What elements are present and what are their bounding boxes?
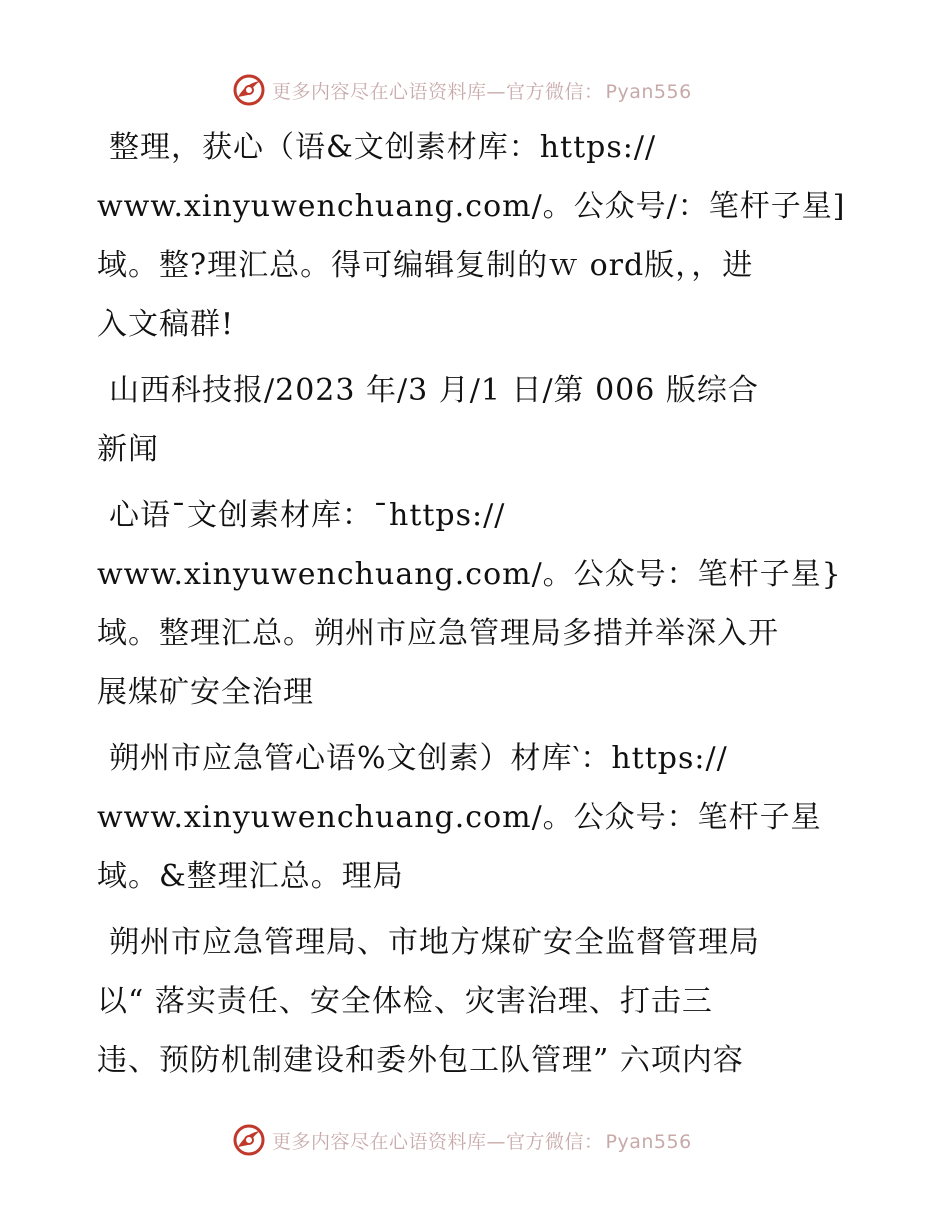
text-line: 违、预防机制建设和委外包工队管理” 六项内容 xyxy=(97,1043,744,1078)
watermark-text: 更多内容尽在心语资料库—官方微信： Pyan556 xyxy=(272,80,692,103)
text-line: 域。整?理汇总。得可编辑复制的ｗ ord版，，进 xyxy=(97,248,754,283)
text-line: 心语¯文创素材库：¯https:// xyxy=(109,498,506,533)
watermark-banner-top xyxy=(232,72,692,108)
watermark-banner-bottom xyxy=(232,1122,692,1158)
text-line: 朔州市应急管心语%文创素）材库‵：https:// xyxy=(109,741,728,776)
watermark-wechat-id: Pyan556 xyxy=(605,1130,692,1153)
paragraph-1 xyxy=(97,118,857,354)
text-line: 朔州市应急管理局、市地方煤矿安全监督管理局 xyxy=(109,925,760,960)
document-body xyxy=(97,118,857,1097)
paragraph-5 xyxy=(97,913,857,1090)
brand-logo-icon xyxy=(232,1123,266,1157)
text-line: 山西科技报/2023 年/3 月/1 日/第 006 版综合 xyxy=(109,373,759,408)
text-line: 以“ 落实责任、安全体检、灾害治理、打击三 xyxy=(97,984,713,1019)
text-line: 新闻 xyxy=(97,432,159,467)
text-line: 域。&整理汇总。理局 xyxy=(97,859,404,894)
text-line: 整理，获心（语&文创素材库：https:// xyxy=(109,130,657,165)
text-line: www.xinyuwenchuang.com/。公众号：笔杆子星 xyxy=(97,800,822,835)
brand-logo-icon xyxy=(232,73,266,107)
paragraph-4 xyxy=(97,729,857,906)
text-line: 展煤矿安全治理 xyxy=(97,675,314,710)
text-line: www.xinyuwenchuang.com/。公众号/：笔杆子星] xyxy=(97,189,846,224)
text-line: 入文稿群! xyxy=(97,307,235,342)
paragraph-3 xyxy=(97,486,857,722)
paragraph-2 xyxy=(97,361,857,479)
text-line: www.xinyuwenchuang.com/。公众号：笔杆子星} xyxy=(97,557,842,592)
watermark-wechat-id: Pyan556 xyxy=(605,80,692,103)
watermark-text: 更多内容尽在心语资料库—官方微信： Pyan556 xyxy=(272,1130,692,1153)
text-line: 域。整理汇总。朔州市应急管理局多措并举深入开 xyxy=(97,616,779,651)
